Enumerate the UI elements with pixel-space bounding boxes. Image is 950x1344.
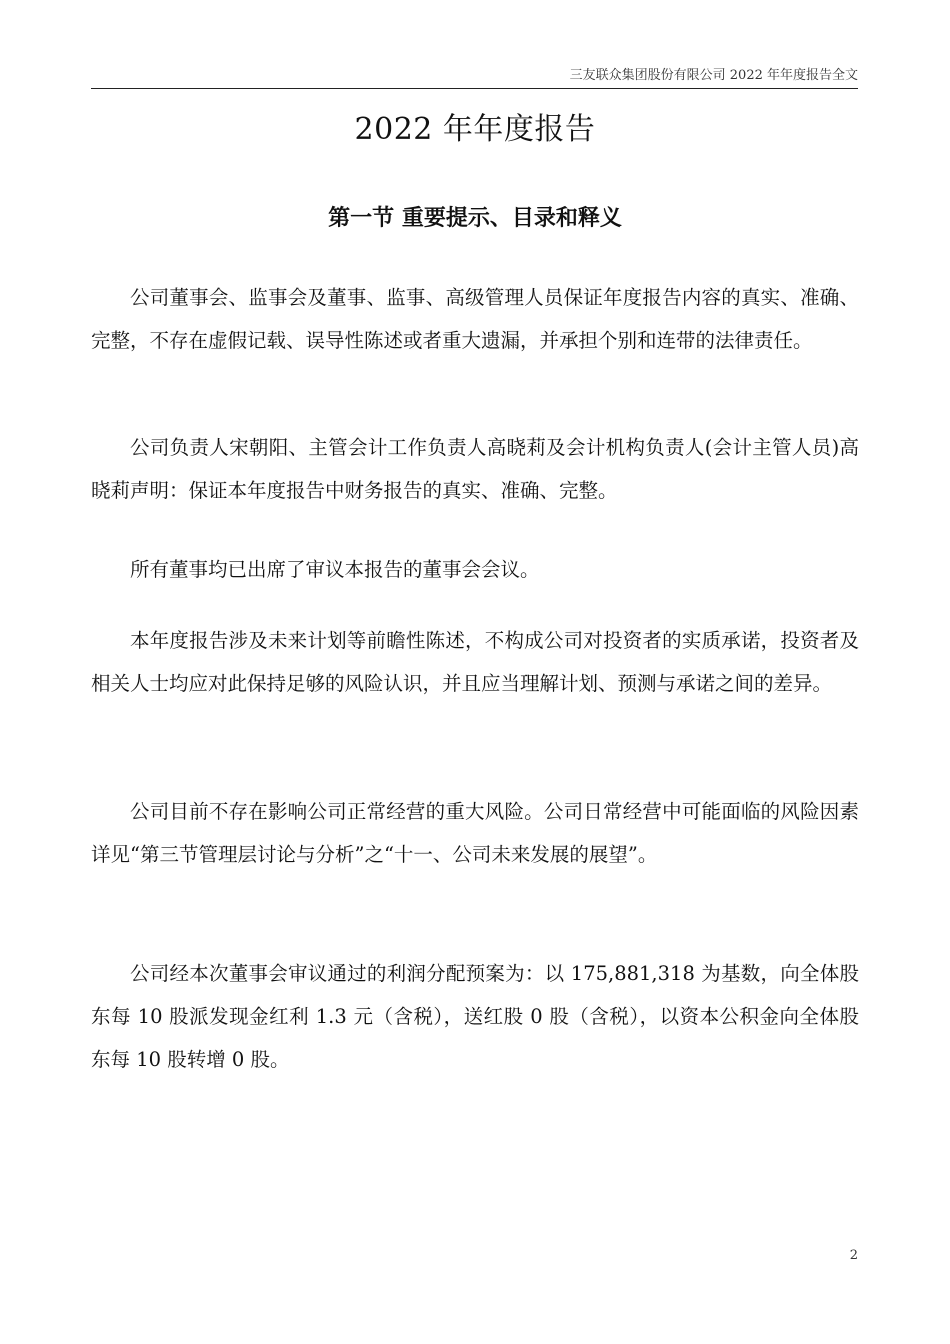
section-title: 第一节 重要提示、目录和释义 xyxy=(328,205,622,231)
paragraph-forward-looking: 本年度报告涉及未来计划等前瞻性陈述，不构成公司对投资者的实质承诺，投资者及相关人士均应对此保持足够的风险认识，并且应当理解计划、预测与承诺之间的差异。 xyxy=(91,629,859,695)
paragraph-directors-attendance: 所有董事均已出席了审议本报告的董事会会议。 xyxy=(130,558,540,581)
paragraph-responsible-persons: 公司负责人宋朝阳、主管会计工作负责人高晓莉及会计机构负责人(会计主管人员)高晓莉声明：保证本年度报告中财务报告的真实、准确、完整。 xyxy=(91,436,859,502)
paragraph-profit-distribution: 公司经本次董事会审议通过的利润分配预案为：以 175,881,318 为基数，向全体股东每 10 股派发现金红利 1.3 元（含税），送红股 0 股（含税），以资本公积金向全体股东每 10 股转增 0 股。 xyxy=(91,962,859,1071)
running-header xyxy=(91,66,858,89)
page-number: 2 xyxy=(849,1248,858,1263)
paragraph-risk: 公司目前不存在影响公司正常经营的重大风险。公司日常经营中可能面临的风险因素详见“第三节管理层讨论与分析”之“十一、公司未来发展的展望”。 xyxy=(91,800,859,866)
running-title: 三友联众集团股份有限公司 2022 年年度报告全文 xyxy=(569,68,858,83)
paragraph-disclaimer: 公司董事会、监事会及董事、监事、高级管理人员保证年度报告内容的真实、准确、完整，不存在虚假记载、误导性陈述或者重大遗漏，并承担个别和连带的法律责任。 xyxy=(91,286,859,352)
report-title: 2022 年年度报告 xyxy=(354,112,596,147)
